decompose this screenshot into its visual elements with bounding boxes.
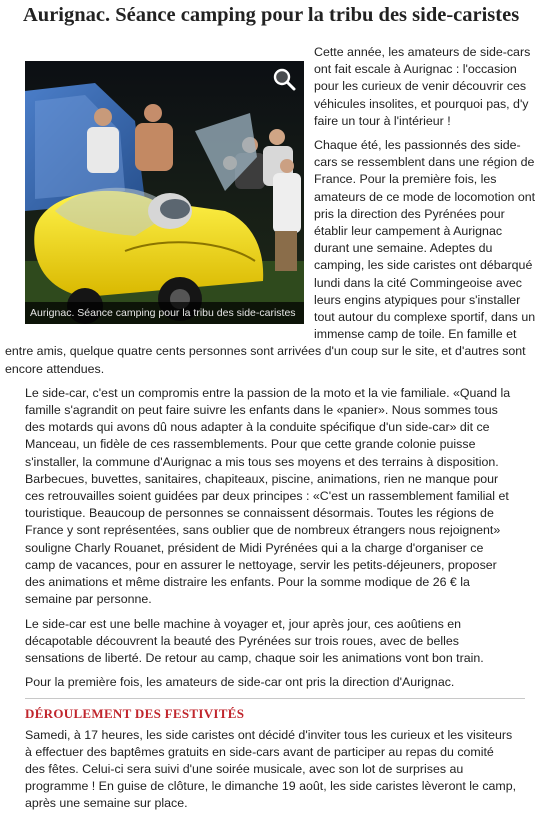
article-title: Aurignac. Séance camping pour la tribu des side-caristes: [23, 4, 520, 26]
paragraph-5: Pour la première fois, les amateurs de side-car ont pris la direction d'Aurignac.: [25, 675, 455, 690]
paragraph-1: Cette année, les amateurs de side-cars ont fait escale à Aurignac : l'occasion pour les curieux de venir découvrir ces véhicules insolites, et pourquoi pas, d'y faire un tour à l'intérieur !: [314, 45, 531, 128]
photo-illustration: [25, 61, 304, 324]
paragraph-2: Chaque été, les passionnés des side-cars se ressemblent dans une région de France. Pour la première fois, les amateurs de ce mode de locomotion ont pris la direction des Pyrénées pour établir leur campement à Aurignac durant une semaine. Adeptes du camping, les side caristes ont débarqué lundi dans la cité Commingeoise avec leurs engins atypiques pour s'installer tout autour du complexe sportif, dans un immense camp de toile. En famille et entre amis, quelque quatre cents personnes sont arrivées d'un coup sur le site, et d'autres sont encore attendues.: [5, 138, 536, 376]
paragraph-3: Le side-car, c'est un compromis entre la passion de la moto et la vie familiale. «Quand la famille s'agrandit on peut faire suivre les enfants dans le «panier». Nous sommes tous des motards qui avons dû nous adapter à la conduite spécifique d'un side-car» dit ce Manceau, un fidèle de ces rassemblements. Pour que cette grande colonie puisse s'installer, la commune d'Aurignac a mis tous ses moyens et des terrains à disposition. Barbecues, buvettes, sanitaires, chapiteaux, piscine, animations, rien ne manque pour ces retrouvailles soient guidées par deux principes : «C'est un rassemblement familial et touristique. Beaucoup de personnes se connaissent désormais. Toutes les régions de France y sont représentées, sans oublier que de nombreux étrangers nous rejoignent» souligne Charly Rouanet, président de Midi Pyrénées qui a la charge d'organiser ce camp de vacances, pour en assurer le nettoyage, servir les petits-déjeuners, proposer des animations et même distraire les enfants. Pour la somme modique de 26 € la semaine par personne.: [25, 385, 511, 607]
article: [0, 3, 542, 813]
article-photo[interactable]: [25, 61, 304, 324]
intro-block: [5, 28, 537, 378]
paragraph-4: Le side-car est une belle machine à voyager et, jour après jour, ces aoûtiens en décapotable découvrent la beauté des Pyrénées sur trois roues, avec de belles sensations de liberté. De retour au camp, chaque soir les animations vont bon train.: [25, 616, 484, 665]
section-divider: [25, 698, 525, 699]
magnifier-icon[interactable]: [272, 67, 296, 91]
section-title: DÉROULEMENT DES FESTIVITÉS: [25, 706, 245, 722]
section-paragraph: Samedi, à 17 heures, les side caristes ont décidé d'inviter tous les curieux et les visiteurs à effectuer des baptêmes gratuits en side-cars avant de participer au repas du comité des fêtes. Celui-ci sera suivi d'une soirée musicale, avec son lot de surprises au programme ! En guise de clôture, le dimanche 19 août, les side caristes lèveront le camp, après une semaine sur place.: [25, 727, 517, 811]
photo-caption: Aurignac. Séance camping pour la tribu des side-caristes: [25, 302, 304, 324]
